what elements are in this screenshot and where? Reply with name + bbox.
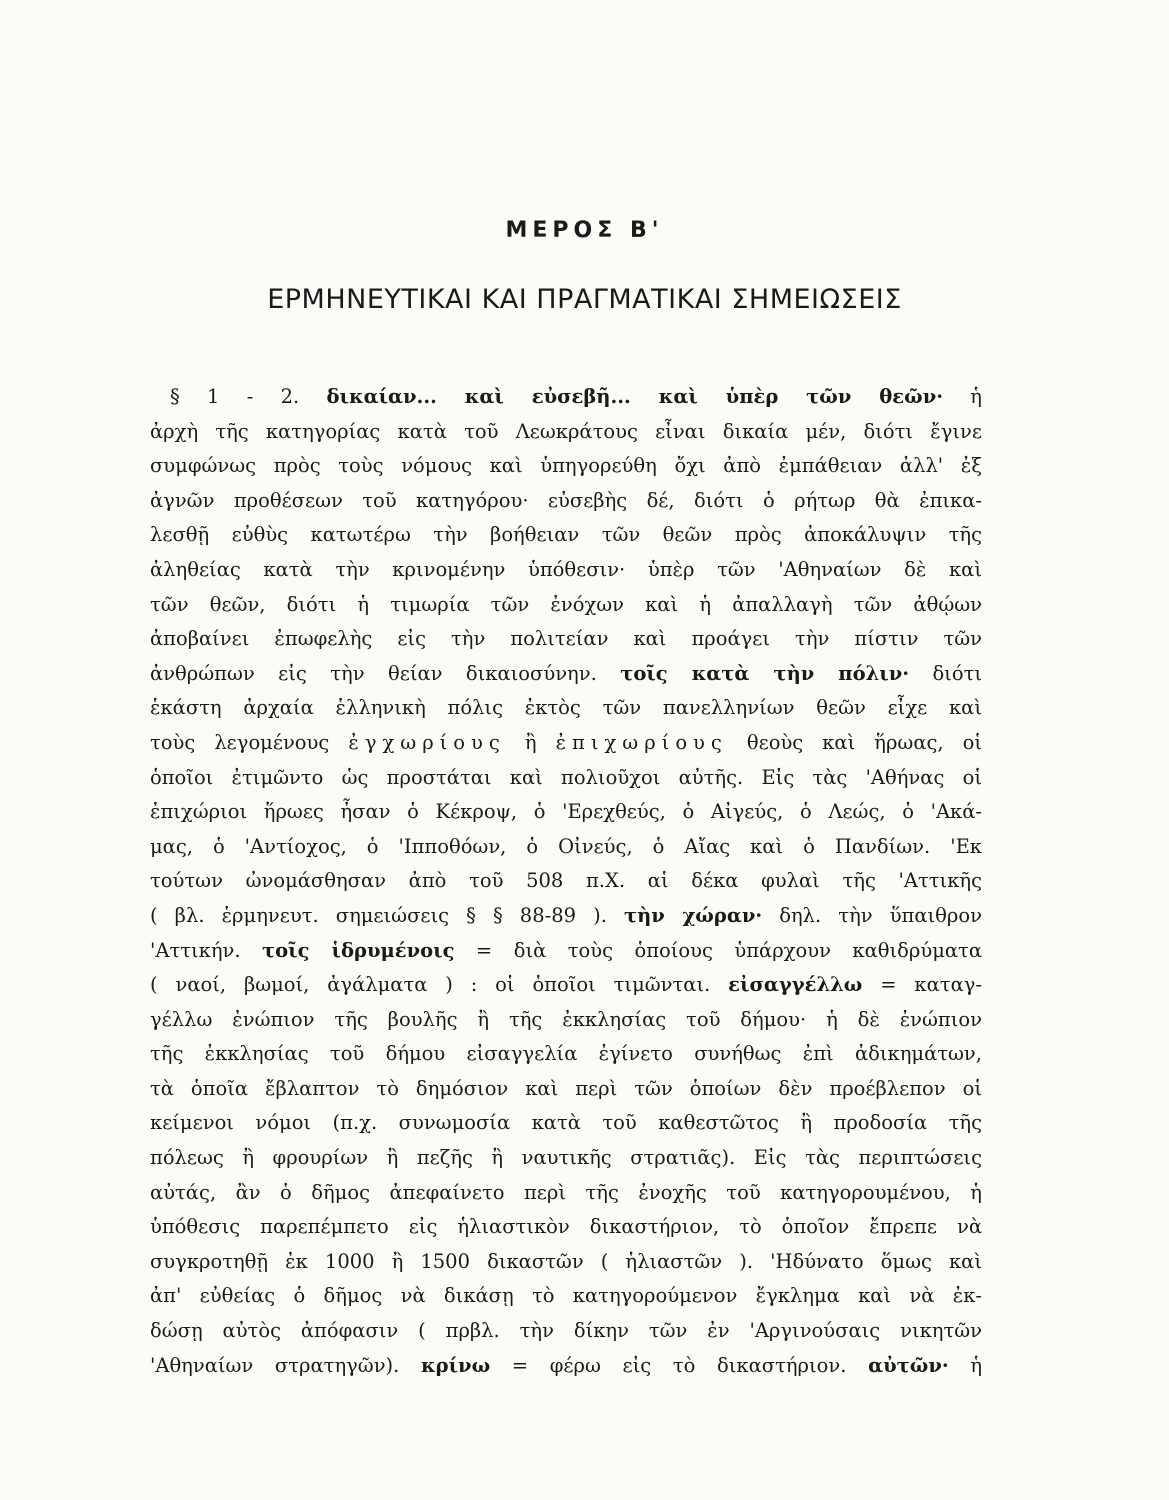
text-line (150, 380, 982, 415)
line-text: μας, ὁ 'Αντίοχος, ὁ 'Ιπποθόων, ὁ Οἰνεύς, ὁ Αἴας καὶ ὁ Πανδίων. 'Εκ (150, 834, 982, 858)
text-line (150, 588, 982, 623)
line-text: ἀγνῶν προθέσεων τοῦ κατηγόρου· εὐσεβὴς δέ, διότι ὁ ρήτωρ θὰ ἐπικα- (150, 488, 982, 512)
bold-lemma: τοῖς ἱδρυμένοις (262, 938, 455, 962)
line-text: = καταγ- (862, 973, 982, 997)
bold-lemma: κρίνω (421, 1353, 491, 1377)
text-line (150, 968, 982, 1003)
line-text: 'Αττικήν. (150, 938, 263, 962)
line-text: ἀληθείας κατὰ τὴν κρινομένην ὑπόθεσιν· ὑπὲρ τῶν 'Αθηναίων δὲ καὶ (150, 557, 982, 581)
line-text: αὐτάς, ἂν ὁ δῆμος ἀπεφαίνετο περὶ τῆς ἐνοχῆς τοῦ κατηγορουμένου, ἡ (150, 1180, 982, 1204)
line-text: ἡ (948, 1353, 982, 1377)
line-text: = φέρω εἰς τὸ δικαστήριον. (490, 1353, 869, 1377)
text-line (150, 726, 982, 761)
text-line (150, 622, 982, 657)
text-line (150, 449, 982, 484)
text-line (150, 1141, 982, 1176)
line-text: πόλεως ἢ φρουρίων ἢ πεζῆς ἢ ναυτικῆς στρατιᾶς). Εἰς τὰς περιπτώσεις (150, 1146, 982, 1170)
text-line (150, 1176, 982, 1211)
line-text: ὑπόθεσις παρεπέμπετο εἰς ἡλιαστικὸν δικαστήριον, τὸ ὁποῖον ἔπρεπε νὰ (150, 1215, 982, 1239)
text-line (150, 761, 982, 796)
line-text: τὰ ὁποῖα ἔβλαπτον τὸ δημόσιον καὶ περὶ τῶν ὁποίων δὲν προέβλεπον οἱ (150, 1076, 982, 1100)
text-line (150, 484, 982, 519)
line-text: 'Αθηναίων στρατηγῶν). (150, 1353, 422, 1377)
text-line (150, 518, 982, 553)
bold-lemma: εἰσαγγέλλω (728, 973, 863, 997)
bold-lemma: δικαίαν... καὶ εὐσεβῆ... καὶ ὑπὲρ τῶν θεῶν· (326, 385, 944, 408)
line-text: γέλλω ἐνώπιον τῆς βουλῆς ἢ τῆς ἐκκλησίας τοῦ δήμου· ἡ δὲ ἐνώπιον (150, 1007, 982, 1031)
bold-lemma: αὐτῶν· (868, 1353, 949, 1377)
spaced-term: ἐγχωρίους (348, 730, 506, 754)
text-line (150, 1314, 982, 1349)
text-line (150, 1349, 982, 1384)
text-line (150, 864, 982, 899)
text-line (150, 934, 982, 969)
line-text: δηλ. τὴν ὕπαιθρον (762, 903, 982, 927)
line-text: ἐπιχώριοι ἥρωες ἦσαν ὁ Κέκροψ, ὁ 'Ερεχθεύς, ὁ Αἰγεύς, ὁ Λεώς, ὁ 'Ακά- (150, 800, 982, 824)
line-text: ( ναοί, βωμοί, ἀγάλματα ) : οἱ ὁποῖοι τιμῶνται. (150, 973, 729, 997)
part-title: ΜΕΡΟΣ Β' (505, 218, 664, 243)
text-line (150, 1072, 982, 1107)
line-text: διότι (909, 661, 982, 685)
line-text: ἀνθρώπων εἰς τὴν θείαν δικαιοσύνην. (150, 661, 621, 685)
line-text: τούτων ὠνομάσθησαν ἀπὸ τοῦ 508 π.Χ. αἱ δέκα φυλαὶ τῆς 'Αττικῆς (150, 869, 982, 893)
line-text: ἢ (505, 730, 556, 754)
line-text: ἡ (943, 385, 982, 408)
text-line (150, 795, 982, 830)
line-text: τοὺς λεγομένους (150, 730, 349, 754)
line-text: ὁποῖοι ἐτιμῶντο ὡς προστάται καὶ πολιοῦχοι αὐτῆς. Εἰς τὰς 'Αθήνας οἱ (150, 765, 982, 789)
line-text: ἀρχὴ τῆς κατηγορίας κατὰ τοῦ Λεωκράτους εἶναι δικαία μέν, διότι ἔγινε (150, 419, 982, 443)
bold-lemma: τὴν χώραν· (623, 903, 763, 927)
text-line (150, 1037, 982, 1072)
text-line (150, 1210, 982, 1245)
line-text: τῆς ἐκκλησίας τοῦ δήμου εἰσαγγελία ἐγίνετο συνήθως ἐπὶ ἀδικημάτων, (150, 1042, 982, 1066)
line-text: συμφώνως πρὸς τοὺς νόμους καὶ ὑπηγορεύθη ὄχι ἀπὸ ἐμπάθειαν ἀλλ' ἐξ (150, 454, 982, 478)
text-line (150, 1106, 982, 1141)
line-text: θεοὺς καὶ ἥρωας, οἱ (727, 730, 982, 754)
text-line (150, 553, 982, 588)
text-line (150, 830, 982, 865)
bold-lemma: τοῖς κατὰ τὴν πόλιν· (620, 661, 910, 685)
line-text: λεσθῇ εὐθὺς κατωτέρω τὴν βοήθειαν τῶν θεῶν πρὸς ἀποκάλυψιν τῆς (150, 523, 982, 547)
line-text: συγκροτηθῇ ἐκ 1000 ἢ 1500 δικαστῶν ( ἡλιαστῶν ). 'Ηδύνατο ὅμως καὶ (150, 1249, 982, 1273)
text-line (150, 1279, 982, 1314)
line-text: ἀπ' εὐθείας ὁ δῆμος νὰ δικάσῃ τὸ κατηγορούμενον ἔγκλημα καὶ νὰ ἐκ- (150, 1284, 982, 1308)
spaced-term: ἐπιχωρίους (555, 730, 728, 754)
line-text: δώσῃ αὐτὸς ἀπόφασιν ( πρβλ. τὴν δίκην τῶν ἐν 'Αργινούσαις νικητῶν (150, 1319, 982, 1343)
text-line (150, 657, 982, 692)
text-line (150, 899, 982, 934)
line-text: κείμενοι νόμοι (π.χ. συνωμοσία κατὰ τοῦ καθεστῶτος ἢ προδοσία τῆς (150, 1111, 982, 1135)
text-line (150, 1245, 982, 1280)
commentary-text (150, 380, 982, 1383)
line-text: ( βλ. ἑρμηνευτ. σημειώσεις § § 88-89 ). (150, 903, 624, 927)
text-line (150, 691, 982, 726)
section-heading: ΕΡΜΗΝΕΥΤΙΚΑΙ ΚΑΙ ΠΡΑΓΜΑΤΙΚΑΙ ΣΗΜΕΙΩΣΕΙΣ (267, 284, 902, 315)
line-text: τῶν θεῶν, διότι ἡ τιμωρία τῶν ἐνόχων καὶ ἡ ἀπαλλαγὴ τῶν ἀθῴων (150, 592, 982, 616)
text-line (150, 415, 982, 450)
line-text: = διὰ τοὺς ὁποίους ὑπάρχουν καθιδρύματα (454, 938, 982, 962)
line-text: ἀποβαίνει ἐπωφελὴς εἰς τὴν πολιτείαν καὶ προάγει τὴν πίστιν τῶν (150, 627, 982, 651)
line-text: § 1 - 2. (170, 385, 327, 408)
text-line (150, 1003, 982, 1038)
line-text: ἑκάστη ἀρχαία ἑλληνικὴ πόλις ἐκτὸς τῶν πανελληνίων θεῶν εἶχε καὶ (150, 696, 982, 720)
